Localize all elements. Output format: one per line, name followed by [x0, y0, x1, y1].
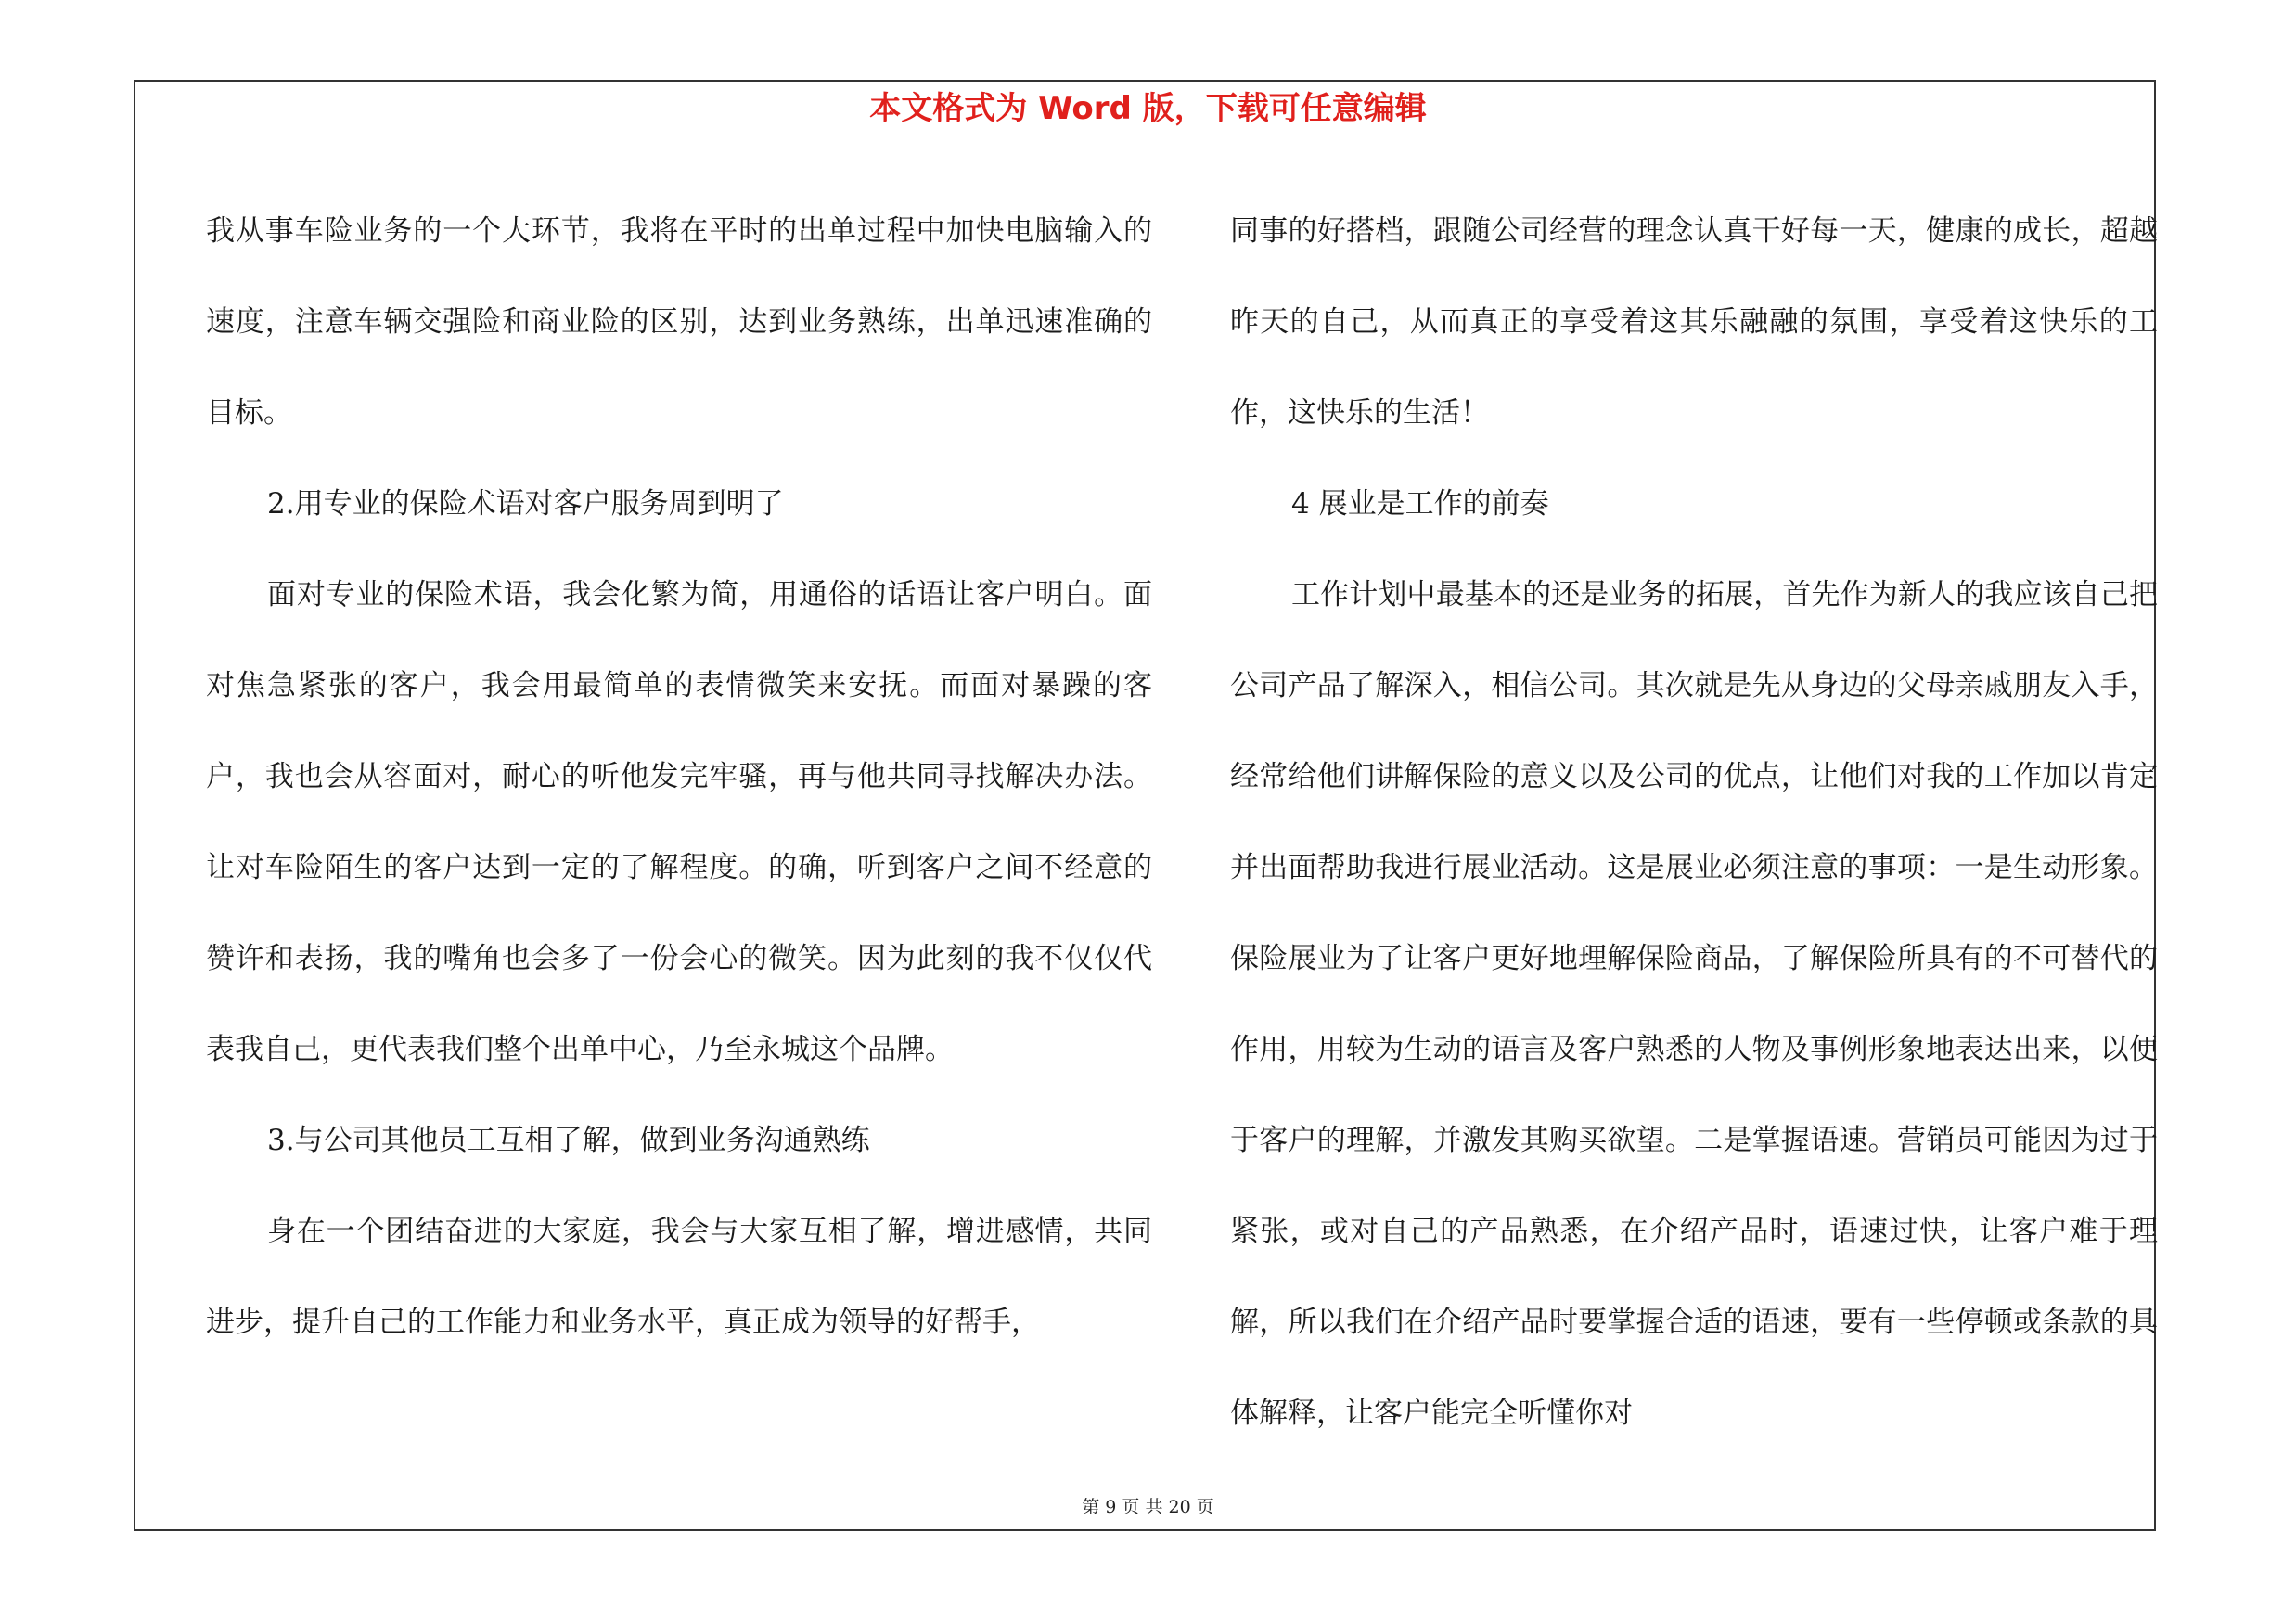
- page-number: 第 9 页 共 20 页: [1082, 1497, 1214, 1517]
- paragraph: 身在一个团结奋进的大家庭，我会与大家互相了解，增进感情，共同进步，提升自己的工作能力和业务水平，真正成为领导的好帮手，: [206, 1215, 1152, 1339]
- paragraph: 工作计划中最基本的还是业务的拓展，首先作为新人的我应该自己把公司产品了解深入，相信公司。其次就是先从身边的父母亲戚朋友入手，经常给他们讲解保险的意义以及公司的优点，让他们对我的工作加以肯定并出面帮助我进行展业活动。这是展业必须注意的事项：一是生动形象。保险展业为了让客户更好地理解保险商品，了解保险所具有的不可替代的作用，用较为生动的语言及客户熟悉的人物及事例形象地表达出来，以便于客户的理解，并激发其购买欲望。二是掌握语速。营销员可能因为过于紧张，或对自己的产品熟悉，在介绍产品时，语速过快，让客户难于理解，所以我们在介绍产品时要掌握合适的语速，要有一些停顿或条款的具体解释，让客户能完全听懂你对: [1230, 578, 2158, 1430]
- section-heading: 4 展业是工作的前奏: [1291, 487, 1549, 521]
- left-column: [206, 186, 1152, 1368]
- paragraph: 我从事车险业务的一个大环节，我将在平时的出单过程中加快电脑输入的速度，注意车辆交强险和商业险的区别，达到业务熟练，出单迅速准确的目标。: [206, 214, 1152, 430]
- format-banner: 本文格式为 Word 版，下载可任意编辑: [869, 90, 1427, 127]
- section-heading: 3.与公司其他员工互相了解，做到业务沟通熟练: [267, 1124, 870, 1157]
- paragraph: 同事的好搭档，跟随公司经营的理念认真干好每一天，健康的成长，超越昨天的自己，从而真正的享受着这其乐融融的氛围，享受着这快乐的工作，这快乐的生活！: [1230, 214, 2158, 430]
- right-column: [1230, 186, 2158, 1459]
- section-heading: 2.用专业的保险术语对客户服务周到明了: [267, 487, 784, 521]
- paragraph: 面对专业的保险术语，我会化繁为简，用通俗的话语让客户明白。面对焦急紧张的客户，我会用最简单的表情微笑来安抚。而面对暴躁的客户，我也会从容面对，耐心的听他发完牢骚，再与他共同寻找解决办法。让对车险陌生的客户达到一定的了解程度。的确，听到客户之间不经意的赞许和表扬，我的嘴角也会多了一份会心的微笑。因为此刻的我不仅仅代表我自己，更代表我们整个出单中心，乃至永城这个品牌。: [206, 578, 1152, 1066]
